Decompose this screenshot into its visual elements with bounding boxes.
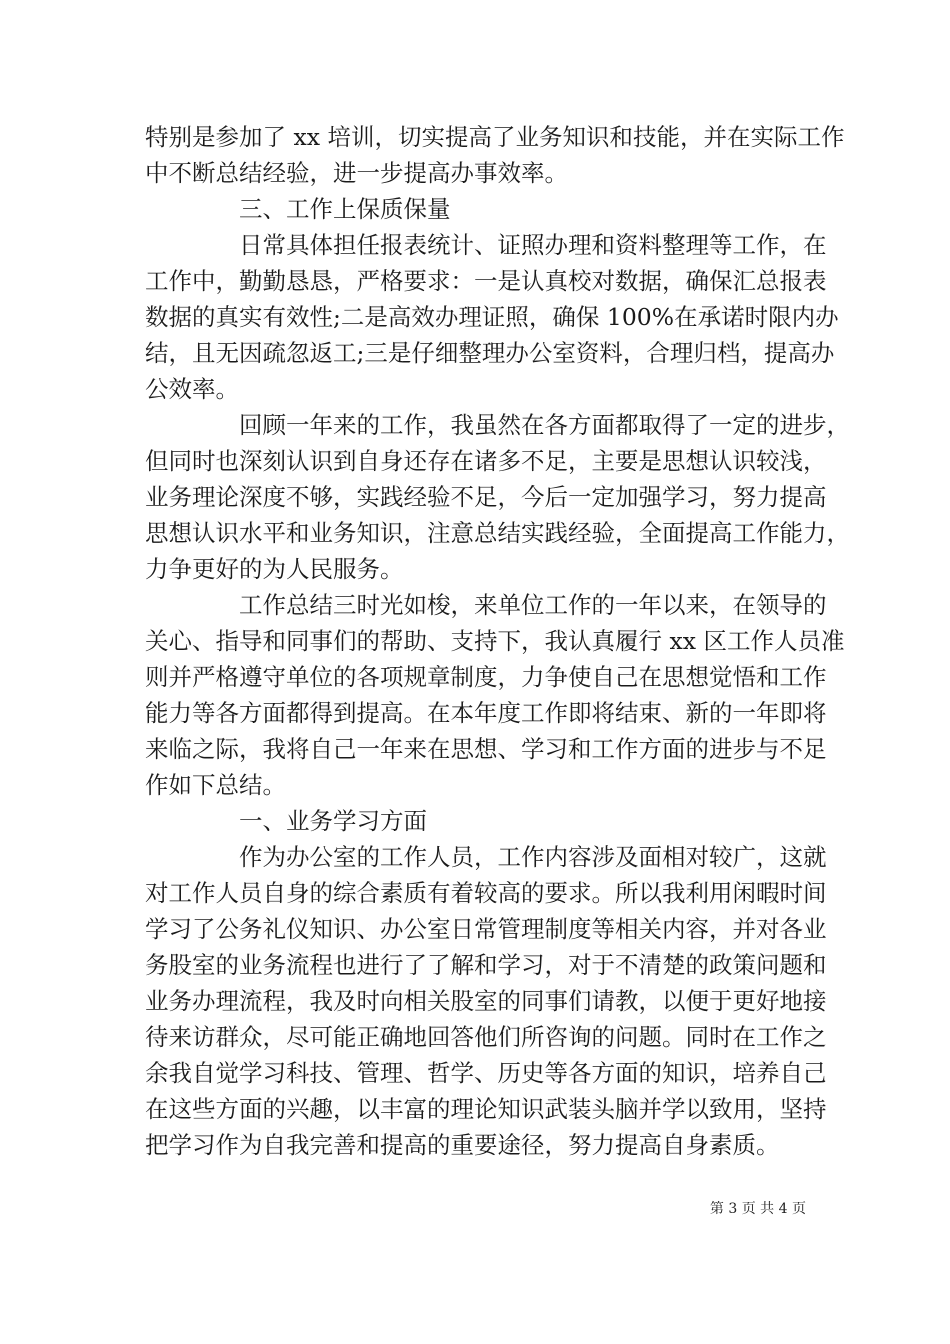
text-line: 日常具体担任报表统计、证照办理和资料整理等工作，在 bbox=[239, 231, 827, 259]
text-line: 余我自觉学习科技、管理、哲学、历史等各方面的知识，培养自己 bbox=[145, 1059, 827, 1087]
text-line: 工作总结三时光如梭，来单位工作的一年以来，在领导的 bbox=[239, 591, 827, 619]
document-body bbox=[145, 119, 850, 1163]
text-line: 对工作人员自身的综合素质有着较高的要求。所以我利用闲暇时间 bbox=[145, 879, 827, 907]
text-line: 结，且无因疏忽返工;三是仔细整理办公室资料，合理归档，提高办 bbox=[145, 339, 835, 367]
text-line: 把学习作为自我完善和提高的重要途径，努力提高自身素质。 bbox=[145, 1131, 780, 1159]
text-line: 公效率。 bbox=[145, 375, 239, 403]
text-line: 能力等各方面都得到提高。在本年度工作即将结束、新的一年即将 bbox=[145, 699, 827, 727]
text-line: 作如下总结。 bbox=[145, 771, 286, 799]
text-line: 务股室的业务流程也进行了了解和学习，对于不清楚的政策问题和 bbox=[145, 951, 827, 979]
section-heading: 一、业务学习方面 bbox=[239, 807, 427, 835]
text-line: 关心、指导和同事们的帮助、支持下，我认真履行 xx 区工作人员准 bbox=[145, 627, 845, 655]
page-number-footer: 第 3 页 共 4 页 bbox=[709, 1201, 806, 1217]
text-line: 数据的真实有效性;二是高效办理证照，确保 100%在承诺时限内办 bbox=[145, 303, 839, 331]
section-heading: 三、工作上保质保量 bbox=[239, 195, 451, 223]
text-line: 业务办理流程，我及时向相关股室的同事们请教，以便于更好地接 bbox=[145, 987, 827, 1015]
text-line: 学习了公务礼仪知识、办公室日常管理制度等相关内容，并对各业 bbox=[145, 915, 827, 943]
text-line: 业务理论深度不够，实践经验不足，今后一定加强学习，努力提高 bbox=[145, 483, 827, 511]
text-line: 作为办公室的工作人员，工作内容涉及面相对较广，这就 bbox=[239, 843, 827, 871]
text-line: 中不断总结经验，进一步提高办事效率。 bbox=[145, 159, 568, 187]
text-line: 则并严格遵守单位的各项规章制度，力争使自己在思想觉悟和工作 bbox=[145, 663, 827, 691]
text-line: 但同时也深刻认识到自身还存在诸多不足，主要是思想认识较浅， bbox=[145, 447, 827, 475]
text-line: 回顾一年来的工作，我虽然在各方面都取得了一定的进步， bbox=[239, 411, 850, 439]
text-line: 待来访群众，尽可能正确地回答他们所咨询的问题。同时在工作之 bbox=[145, 1023, 827, 1051]
text-line: 思想认识水平和业务知识，注意总结实践经验，全面提高工作能力， bbox=[145, 519, 850, 547]
text-line: 来临之际，我将自己一年来在思想、学习和工作方面的进步与不足 bbox=[145, 735, 827, 763]
text-line: 在这些方面的兴趣，以丰富的理论知识武装头脑并学以致用，坚持 bbox=[145, 1095, 827, 1123]
text-line: 力争更好的为人民服务。 bbox=[145, 555, 404, 583]
text-line: 特别是参加了 xx 培训，切实提高了业务知识和技能，并在实际工作 bbox=[145, 123, 845, 151]
text-line: 工作中，勤勤恳恳，严格要求：一是认真校对数据，确保汇总报表 bbox=[145, 267, 827, 295]
